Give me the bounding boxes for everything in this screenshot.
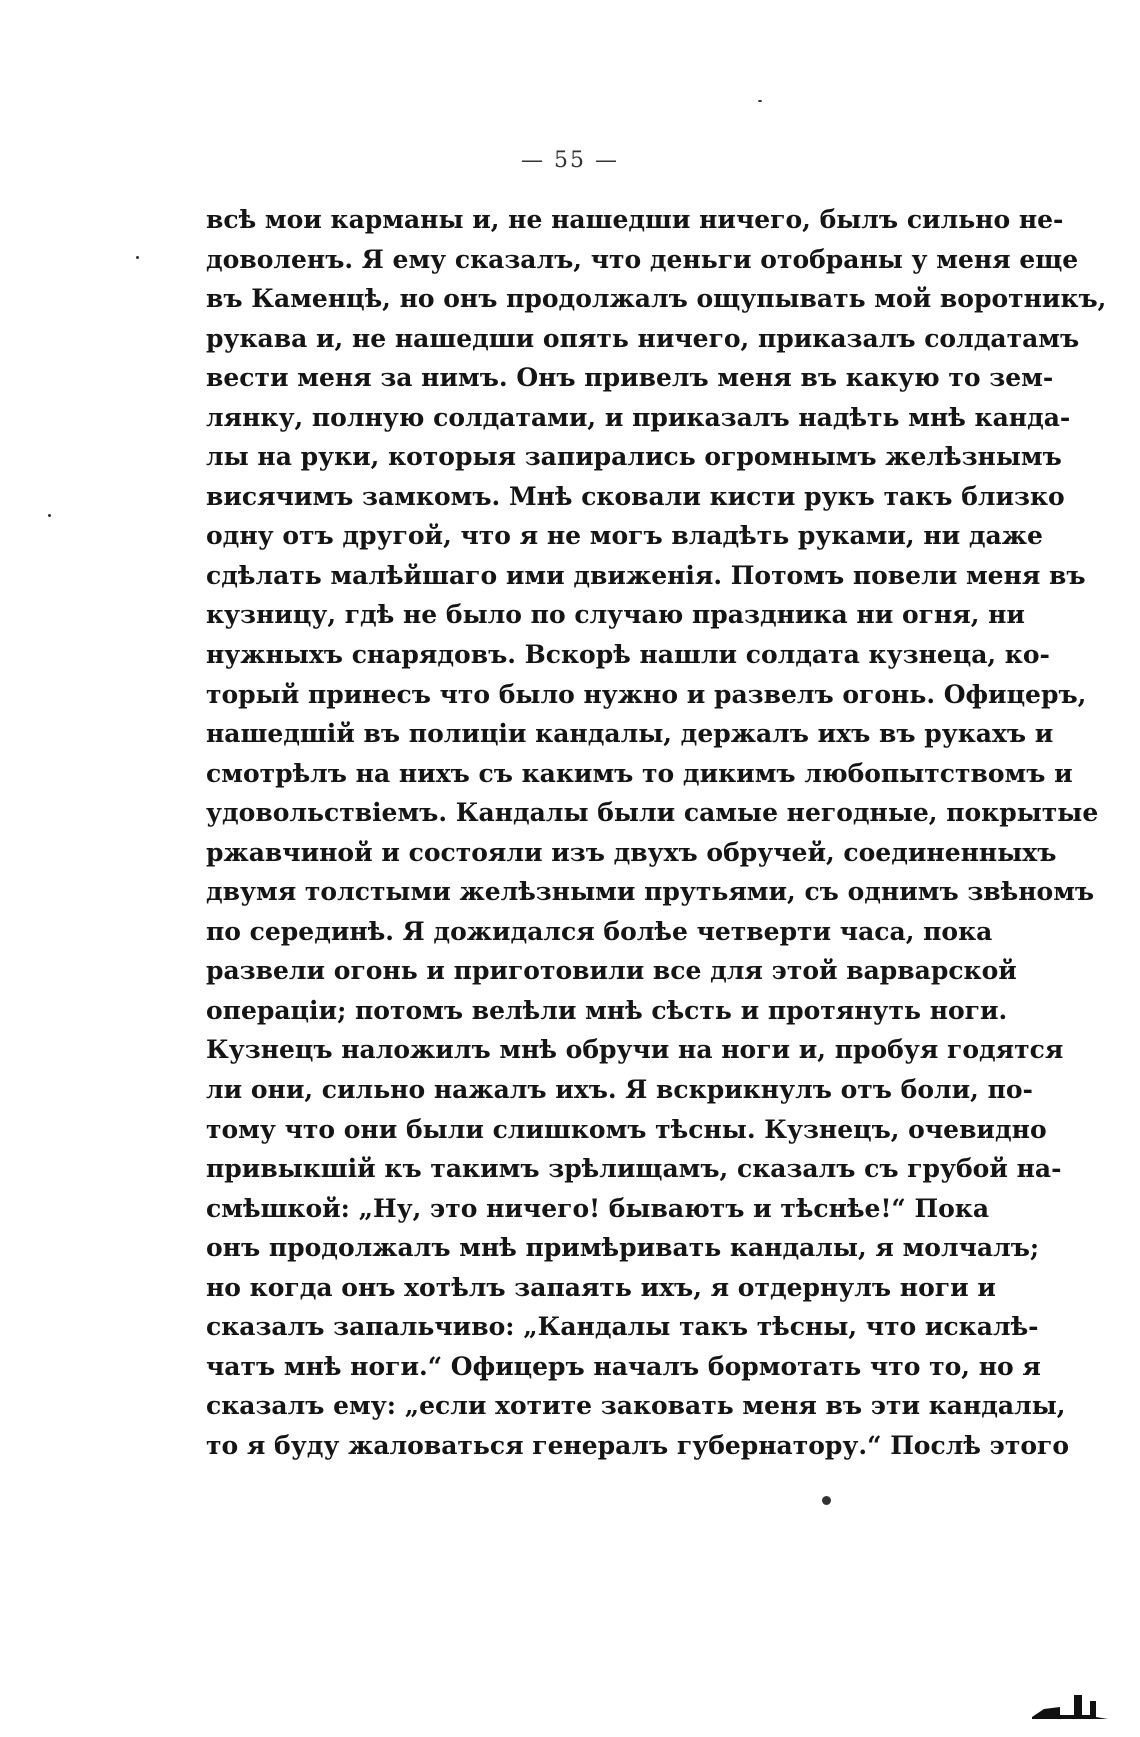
text-line: но когда онъ хотѣлъ запаять ихъ, я отдернулъ ноги и [206,1272,996,1302]
text-line: развели огонь и приготовили все для этой варварской [206,956,1017,986]
text-line: то я буду жаловаться генералъ губернатору.“ Послѣ этого [206,1430,1069,1460]
scan-speck [758,100,762,102]
page-number: — 55 — [521,148,619,173]
text-line: лянку, полную солдатами, и приказалъ надѣть мнѣ канда- [206,402,1071,432]
text-line: рукава и, не нашедши опять ничего, приказалъ солдатамъ [206,323,1080,353]
scan-speck [48,514,51,517]
text-line: висячимъ замкомъ. Мнѣ сковали кисти рукъ такъ близко [206,481,1065,511]
text-line: смотрѣлъ на нихъ съ какимъ то дикимъ любопытствомъ и [206,758,1073,788]
text-line: смѣшкой: „Ну, это ничего! бываютъ и тѣснѣе!“ Пока [206,1193,990,1223]
scan-speck [136,256,139,259]
text-line: привыкшій къ такимъ зрѣлищамъ, сказалъ съ грубой на- [206,1154,1062,1184]
text-line: сказалъ запальчиво: „Кандалы такъ тѣсны, что искалѣ- [206,1312,1039,1342]
text-line: лы на руки, которыя запирались огромнымъ желѣзнымъ [206,442,1062,472]
text-line: чатъ мнѣ ноги.“ Офицеръ началъ бормотать что то, но я [206,1351,1041,1381]
text-line: по серединѣ. Я дожидался болѣе четверти часа, пока [206,916,993,946]
text-line: доволенъ. Я ему сказалъ, что деньги отобраны у меня еще [206,244,1079,274]
text-line: Кузнецъ наложилъ мнѣ обручи на ноги и, пробуя годятся [206,1035,1064,1065]
text-line: операціи; потомъ велѣли мнѣ сѣсть и протянуть ноги. [206,995,1008,1025]
text-line: тому что они были слишкомъ тѣсны. Кузнецъ, очевидно [206,1114,1047,1144]
text-line: вести меня за нимъ. Онъ привелъ меня въ какую то зем- [206,363,1054,393]
text-line: ржавчиной и состояли изъ двухъ обручей, соединенныхъ [206,837,1057,867]
text-line: нашедшій въ полиціи кандалы, держалъ ихъ въ рукахъ и [206,719,1054,749]
text-line: всѣ мои карманы и, не нашедши ничего, былъ сильно не- [206,205,1064,234]
text-line: онъ продолжалъ мнѣ примѣривать кандалы, я молчалъ; [206,1233,1040,1263]
text-line: сказалъ ему: „если хотите заковать меня въ эти кандалы, [206,1391,1066,1421]
text-line: ли они, сильно нажалъ ихъ. Я вскрикнулъ отъ боли, по- [206,1075,1033,1105]
text-line: одну отъ другой, что я не могъ владѣть руками, ни даже [206,521,1043,551]
body-text [206,200,1107,1466]
scan-speck [822,1496,831,1505]
text-line: двумя толстыми желѣзными прутьями, съ однимъ звѣномъ [206,877,1095,907]
text-line: нужныхъ снарядовъ. Вскорѣ нашли солдата кузнеца, ко- [206,640,1050,670]
text-line: сдѣлать малѣйшаго ими движенія. Потомъ повели меня въ [206,560,1086,590]
text-line: въ Каменцѣ, но онъ продолжалъ ощупывать мой воротникъ, [206,284,1107,314]
text-line: торый принесъ что было нужно и развелъ огонь. Офицеръ, [206,679,1087,709]
text-line: кузницу, гдѣ не было по случаю праздника ни огня, ни [206,600,1025,630]
scan-edge-mark [1030,1691,1110,1721]
text-line: удовольствіемъ. Кандалы были самые негодные, покрытые [206,798,1099,828]
